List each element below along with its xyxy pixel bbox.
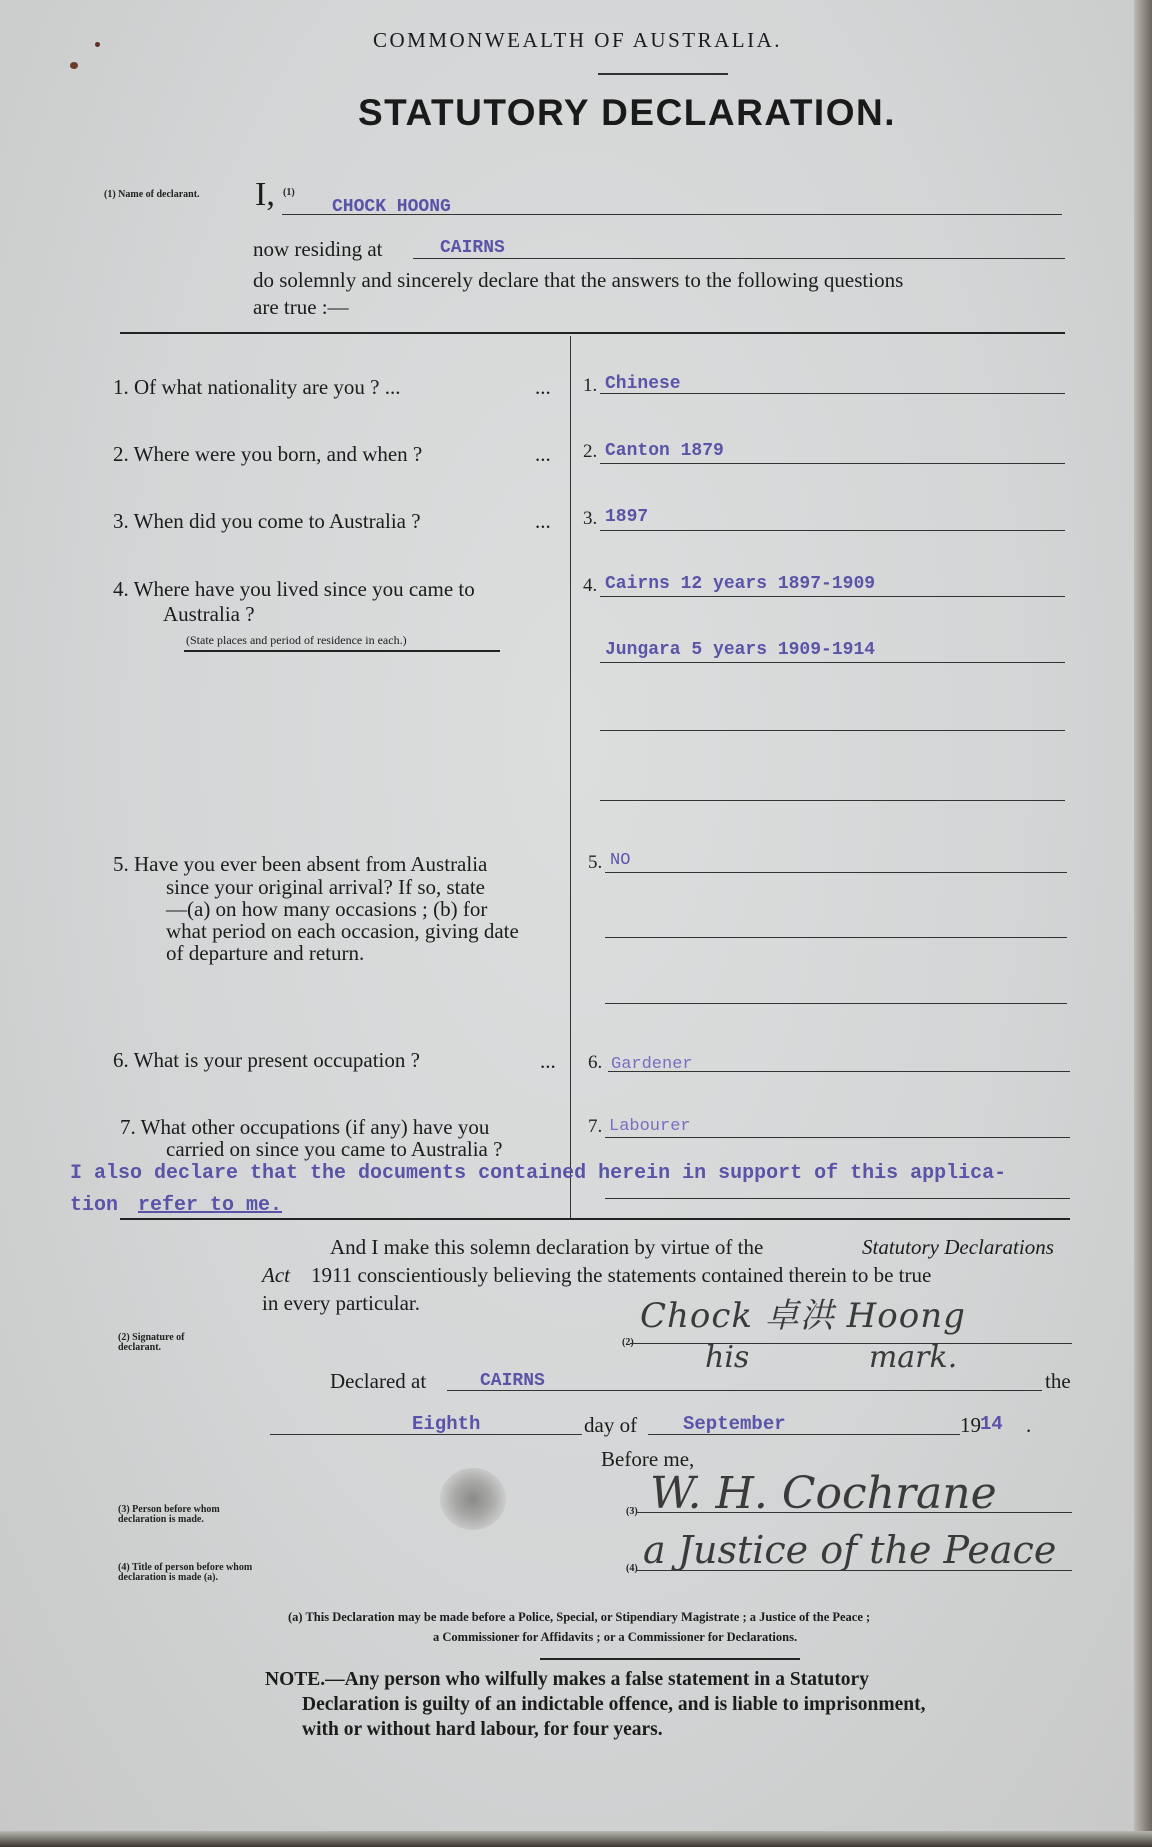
answer-5-number: 5. <box>588 852 603 873</box>
answer-4-line-3 <box>600 730 1065 731</box>
section-rule-bottom <box>120 1218 1070 1220</box>
answer-7-number: 7. <box>588 1116 603 1137</box>
month-value: September <box>683 1413 786 1435</box>
question-2: 2. Where were you born, and when ? <box>113 442 423 466</box>
seal-stain <box>440 1468 506 1530</box>
answer-6-line <box>608 1071 1070 1072</box>
footnote-rule <box>540 1658 800 1660</box>
answer-1-line <box>600 393 1065 394</box>
residing-label: now residing at <box>253 237 383 261</box>
question-5-line1: 5. Have you ever been absent from Australia <box>113 852 488 876</box>
day-of-label: day of <box>584 1413 638 1437</box>
answer-2: Canton 1879 <box>605 441 724 461</box>
year-suffix: 14 <box>980 1413 1003 1435</box>
answer-4-line-4 <box>600 800 1065 801</box>
day-value: Eighth <box>412 1413 481 1435</box>
the-label: the <box>1045 1369 1071 1393</box>
answer-7-line <box>605 1137 1070 1138</box>
margin-label-signature: (2) Signature of declarant. <box>118 1332 185 1353</box>
footnote-line1: (a) This Declaration may be made before a Police, Special, or Stipendiary Magistrate ; a Justice of the Peace ; <box>288 1610 871 1624</box>
footnote-line2: a Commissioner for Affidavits ; or a Commissioner for Declarations. <box>433 1630 798 1644</box>
declarant-ref: (1) <box>283 187 295 198</box>
answer-1-number: 1. <box>583 375 598 396</box>
declaration-text-line2: 1911 conscientiously believing the statements contained therein to be true <box>311 1263 932 1287</box>
declaration-text-line3: in every particular. <box>262 1291 421 1315</box>
question-5-line2: since your original arrival? If so, state <box>166 875 485 899</box>
question-4-line2: Australia ? <box>163 602 255 626</box>
ink-spot <box>70 62 78 69</box>
answer-5-line-2 <box>605 937 1067 938</box>
question-1-dots: ... <box>535 375 551 399</box>
question-1: 1. Of what nationality are you ? ... <box>113 375 401 399</box>
answer-6: Gardener <box>611 1055 693 1074</box>
margin-label-person: (3) Person before whom declaration is made. <box>118 1504 220 1525</box>
margin-label-title: (4) Title of person before whom declaration is made (a). <box>118 1562 253 1583</box>
paper-edge-bottom <box>0 1831 1152 1847</box>
answer-1: Chinese <box>605 374 681 394</box>
residing-value: CAIRNS <box>440 238 505 258</box>
commonwealth-heading: COMMONWEALTH OF AUSTRALIA. <box>373 28 782 52</box>
answer-5: NO <box>610 851 631 870</box>
answer-2-number: 2. <box>583 441 598 462</box>
note-line3: with or without hard labour, for four years. <box>302 1719 663 1740</box>
declared-at-value: CAIRNS <box>480 1371 545 1391</box>
typed-addendum-line2-end: refer to me. <box>138 1194 283 1217</box>
declared-at-label: Declared at <box>330 1369 427 1393</box>
question-5-line5: of departure and return. <box>166 941 365 965</box>
section-rule-top <box>120 332 1065 334</box>
question-4-note-underline <box>184 650 500 652</box>
answer-6-number: 6. <box>588 1052 603 1073</box>
justice-title: a Justice of the Peace <box>643 1528 1057 1572</box>
margin-label-declarant: (1) Name of declarant. <box>104 189 200 200</box>
ink-spot <box>95 42 100 47</box>
answer-7-line-2 <box>605 1198 1070 1199</box>
question-7-line1: 7. What other occupations (if any) have you <box>120 1115 490 1139</box>
question-7-line2: carried on since you came to Australia ? <box>166 1137 503 1161</box>
answer-2-line <box>600 463 1065 464</box>
justice-signature: W. H. Cochrane <box>650 1468 997 1519</box>
typed-addendum-line2-start: tion <box>70 1194 119 1217</box>
declared-at-line <box>447 1390 1042 1391</box>
answer-4: Cairns 12 years 1897-1909 <box>605 574 876 594</box>
answer-4-number: 4. <box>583 575 598 596</box>
before-me-label: Before me, <box>601 1447 695 1471</box>
year-prefix: 19 <box>960 1413 981 1437</box>
declarant-mark: his mark. <box>705 1340 958 1375</box>
answer-4-line-2 <box>600 662 1065 663</box>
answer-3: 1897 <box>605 507 649 527</box>
year-period: . <box>1026 1413 1032 1437</box>
question-5-line3: —(a) on how many occasions ; (b) for <box>166 897 488 921</box>
question-6-dots: ... <box>540 1049 556 1073</box>
intro-text-line1: do solemnly and sincerely declare that the answers to the following questions <box>253 268 904 292</box>
declarant-signature: Chock 卓洪 Hoong <box>640 1296 966 1336</box>
question-3: 3. When did you come to Australia ? <box>113 509 421 533</box>
note-line2: Declaration is guilty of an indictable offence, and is liable to imprisonment, <box>302 1694 926 1715</box>
answer-3-line <box>600 530 1065 531</box>
declarant-prefix: I, <box>255 176 275 213</box>
answer-7: Labourer <box>609 1117 691 1136</box>
note-line1: NOTE.—Any person who wilfully makes a false statement in a Statutory <box>265 1669 869 1690</box>
answer-3-number: 3. <box>583 508 598 529</box>
title-ref: (4) <box>626 1563 638 1574</box>
declarant-name: CHOCK HOONG <box>332 197 451 217</box>
answer-4-line <box>600 596 1065 597</box>
question-2-dots: ... <box>535 442 551 466</box>
name-line <box>282 214 1062 215</box>
header-rule <box>598 73 728 75</box>
residing-line <box>413 258 1065 259</box>
answer-4-continued: Jungara 5 years 1909-1914 <box>605 640 876 660</box>
signature-ref: (2) <box>622 1337 634 1348</box>
question-4-line1: 4. Where have you lived since you came to <box>113 577 475 601</box>
intro-text-line2: are true :— <box>253 295 349 319</box>
page-title: STATUTORY DECLARATION. <box>358 92 896 133</box>
answer-5-line <box>605 872 1067 873</box>
paper-edge-right <box>1134 0 1152 1847</box>
typed-addendum-line1: I also declare that the documents contained herein in support of this applica- <box>70 1162 1007 1185</box>
question-6: 6. What is your present occupation ? <box>113 1048 420 1072</box>
answer-5-line-3 <box>605 1003 1067 1004</box>
declaration-text-line2-italic: Act <box>262 1263 290 1287</box>
declaration-text-line1-italic: Statutory Declarations <box>862 1235 1054 1259</box>
question-3-dots: ... <box>535 509 551 533</box>
question-4-note: (State places and period of residence in each.) <box>186 633 407 647</box>
person-ref: (3) <box>626 1506 638 1517</box>
column-divider <box>570 336 571 1218</box>
question-5-line4: what period on each occasion, giving date <box>166 919 519 943</box>
declaration-text-line1-start: And I make this solemn declaration by virtue of the <box>330 1235 764 1259</box>
